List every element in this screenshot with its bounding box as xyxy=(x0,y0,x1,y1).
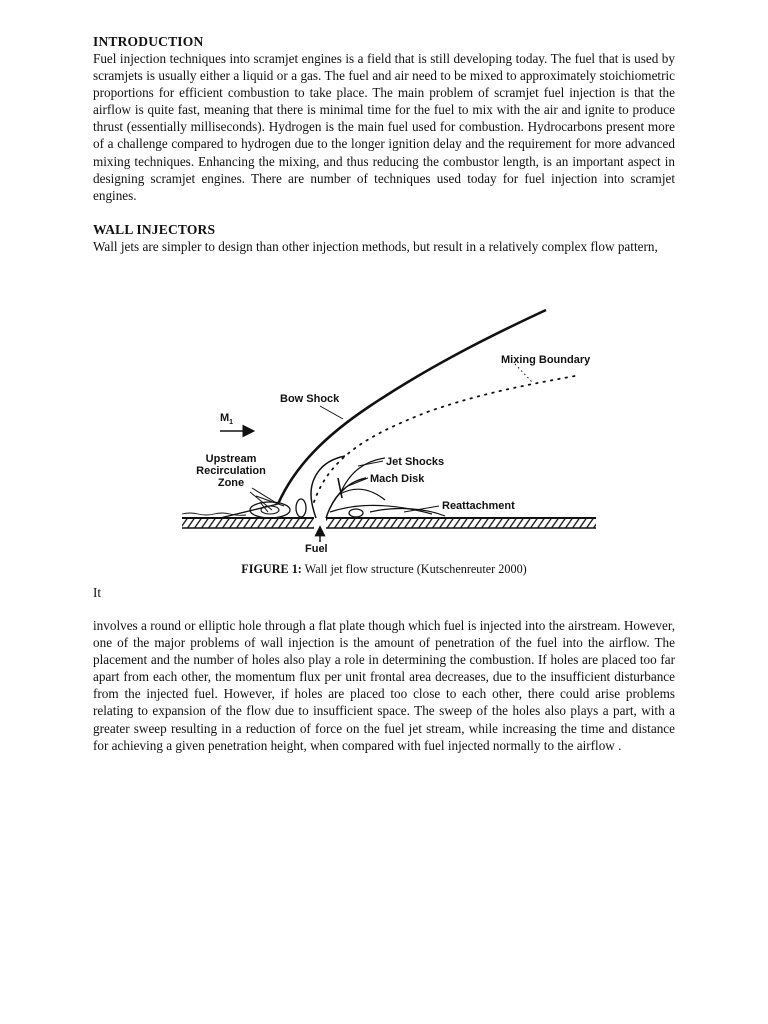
continuation-fragment: It xyxy=(93,585,102,600)
bow-shock-label: Bow Shock xyxy=(280,393,340,405)
figure-caption xyxy=(93,561,675,577)
caption-label: FIGURE 1: xyxy=(241,562,302,576)
flow-structure-diagram xyxy=(180,306,604,562)
mixing-boundary-label: Mixing Boundary xyxy=(501,354,591,366)
upstream-label-2: Recirculation xyxy=(196,465,266,477)
mach-disk-label: Mach Disk xyxy=(370,473,425,485)
upstream-label-3: Zone xyxy=(217,477,245,489)
introduction-heading: INTRODUCTION xyxy=(93,34,204,49)
wall-injectors-heading: WALL INJECTORS xyxy=(93,221,216,237)
downstream-vortex xyxy=(349,509,363,517)
wall-injectors-paragraph: Wall jets are simpler to design than other injection methods, but result in a relatively complex flow pattern, xyxy=(93,238,658,254)
continuation-paragraph: involves a round or elliptic hole through a flat plate though which fuel is injected into the airstream. However, one of the major problems of wall injection is the amount of penetration of the fuel into the airflow. The placement and the number of holes also play a role in determining the combustion. If holes are placed too far apart from each other, the momentum flux per unit frontal area decreases, due to the insufficient disturbance from the injected fuel. However, if holes are placed too close to each other, there could arise problems relating to expansion of the flow due to insufficient space. The sweep of the holes also plays a part, with a greater sweep resulting in a reduction of force on the fuel jet stream, while increasing the time and distance for achieving a given penetration height, when compared with fuel injected normally to the airflow . xyxy=(93,618,675,753)
wall-jet-figure xyxy=(180,306,604,562)
fuel-label: Fuel xyxy=(305,543,328,555)
document-body xyxy=(93,33,675,255)
introduction-paragraph: Fuel injection techniques into scramjet engines is a field that is still developing today. The fuel that is used by scramjets is usually either a liquid or a gas. The fuel and air need to be mixed to approximately stoichiometric proportions for efficient combustion to take place. The main problem of scramjet fuel injection is that the airflow is quite fast, meaning that there is minimal time for the fuel to mix with the air and ignite to produce thrust (essentially milliseconds). Hydrogen is the main fuel used for combustion. Hydrocarbons present more of a challenge compared to hydrogen due to the longer ignition delay and the requirement for more advanced mixing techniques. Enhancing the mixing, and thus reducing the combustor length, is an important aspect in designing scramjet engines. There are number of techniques used today for fuel injection into scramjet engines. xyxy=(93,51,675,203)
wall-plate-right xyxy=(326,518,596,528)
reattachment-label: Reattachment xyxy=(442,500,515,512)
continuation-body xyxy=(93,617,675,754)
wall-plate-left xyxy=(182,518,314,528)
jet-shocks-label: Jet Shocks xyxy=(386,456,445,468)
caption-text: Wall jet flow structure (Kutschenreuter 2000) xyxy=(301,562,527,576)
mach-label: $M_1$ xyxy=(220,412,234,426)
upstream-label-1: Upstream xyxy=(205,453,257,465)
